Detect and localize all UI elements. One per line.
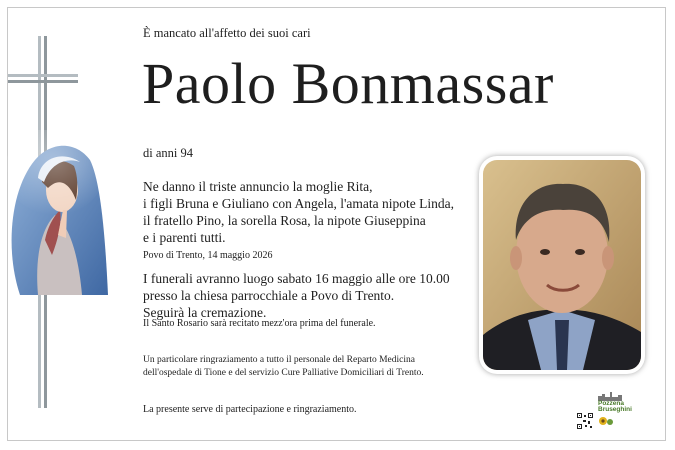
deceased-name: Paolo Bonmassar xyxy=(142,51,554,116)
portrait-frame xyxy=(479,156,645,374)
qr-code-icon[interactable] xyxy=(577,413,593,429)
intro-text: È mancato all'affetto dei suoi cari xyxy=(143,26,311,40)
portrait-photo xyxy=(483,160,641,370)
funeral-line: I funerali avranno luogo sabato 16 maggio alle ore 10.00 xyxy=(143,271,450,286)
place-date: Povo di Trento, 14 maggio 2026 xyxy=(143,250,273,261)
funeral-line: Seguirà la cremazione. xyxy=(143,305,267,320)
announcement-block xyxy=(143,178,454,246)
logo-line-2: Bruseghini xyxy=(598,406,632,413)
announcement-line: il fratello Pino, la sorella Rosa, la nipote Giuseppina xyxy=(143,213,426,228)
thanks-block xyxy=(143,354,424,380)
closing-text: La presente serve di partecipazione e ringraziamento. xyxy=(143,404,357,415)
thanks-line: Un particolare ringraziamento a tutto il personale del Reparto Medicina xyxy=(143,355,415,365)
sunflower-icon xyxy=(598,415,614,427)
funeral-home-logo xyxy=(596,391,648,427)
announcement-line: e i parenti tutti. xyxy=(143,230,226,245)
announcement-line: i figli Bruna e Giuliano con Angela, l'amata nipote Linda, xyxy=(143,196,454,211)
funeral-line: presso la chiesa parrocchiale a Povo di Trento. xyxy=(143,288,395,303)
announcement-line: Ne danno il triste annuncio la moglie Rita, xyxy=(143,179,373,194)
age-text: di anni 94 xyxy=(143,146,193,160)
thanks-line: dell'ospedale di Tione e del servizio Cure Palliative Domiciliari di Trento. xyxy=(143,368,424,378)
logo-line-1: Pozzena xyxy=(598,400,625,407)
madonna-illustration xyxy=(0,130,110,295)
rosary-note: Il Santo Rosario sarà recitato mezz'ora prima del funerale. xyxy=(143,318,376,329)
funeral-block xyxy=(143,270,450,321)
